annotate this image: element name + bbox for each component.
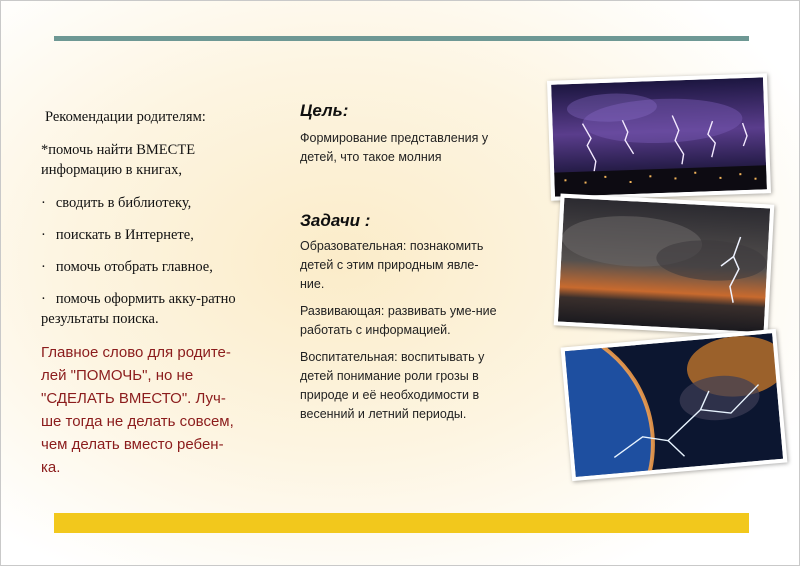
- bottom-divider-bar: [54, 513, 749, 533]
- lightning-city-photo: [547, 73, 771, 201]
- recommendations-title: Рекомендации родителям:: [45, 109, 206, 125]
- bullet-mark: ·: [41, 259, 46, 275]
- lightning-planet-photo: [561, 329, 788, 481]
- task-educational: Образовательная: познакомить детей с этим природным явле-ние.: [300, 239, 484, 291]
- bullet-mark: ·: [41, 195, 46, 211]
- list-item-text: помочь отобрать главное,: [55, 259, 213, 275]
- goals-section: [300, 101, 500, 424]
- bullet-mark: ·: [41, 291, 46, 307]
- list-item-text: сводить в библиотеку,: [55, 195, 192, 211]
- tasks-list: [300, 237, 500, 424]
- lightning-sea-photo: [554, 193, 775, 336]
- goal-heading: Цель:: [300, 101, 349, 120]
- list-item-text: помочь оформить акку-ратно результаты поиска.: [41, 291, 236, 327]
- list-item: [41, 289, 241, 329]
- list-item: [41, 257, 241, 277]
- list-item-text: поискать в Интернете,: [55, 227, 194, 243]
- recommendations-section: [41, 107, 241, 479]
- task-upbringing: Воспитательная: воспитывать у детей понимание роли грозы в природе и её необходимости в весенний и летний периоды.: [300, 350, 485, 421]
- recommendations-intro: *помочь найти ВМЕСТЕ информацию в книгах,: [41, 142, 196, 178]
- bullet-mark: ·: [41, 227, 46, 243]
- list-item: [41, 193, 241, 213]
- task-developmental: Развивающая: развивать уме-ние работать с информацией.: [300, 304, 497, 337]
- top-divider-bar: [54, 36, 749, 41]
- main-message: Главное слово для родите-лей "ПОМОЧЬ", но не "СДЕЛАТЬ ВМЕСТО". Луч-ше тогда не делать совсем, чем делать вместо ребен-ка.: [41, 344, 234, 476]
- recommendations-list: [41, 193, 241, 329]
- list-item: [41, 225, 241, 245]
- tasks-heading: Задачи :: [300, 211, 371, 230]
- goal-text: Формирование представления у детей, что такое молния: [300, 131, 489, 164]
